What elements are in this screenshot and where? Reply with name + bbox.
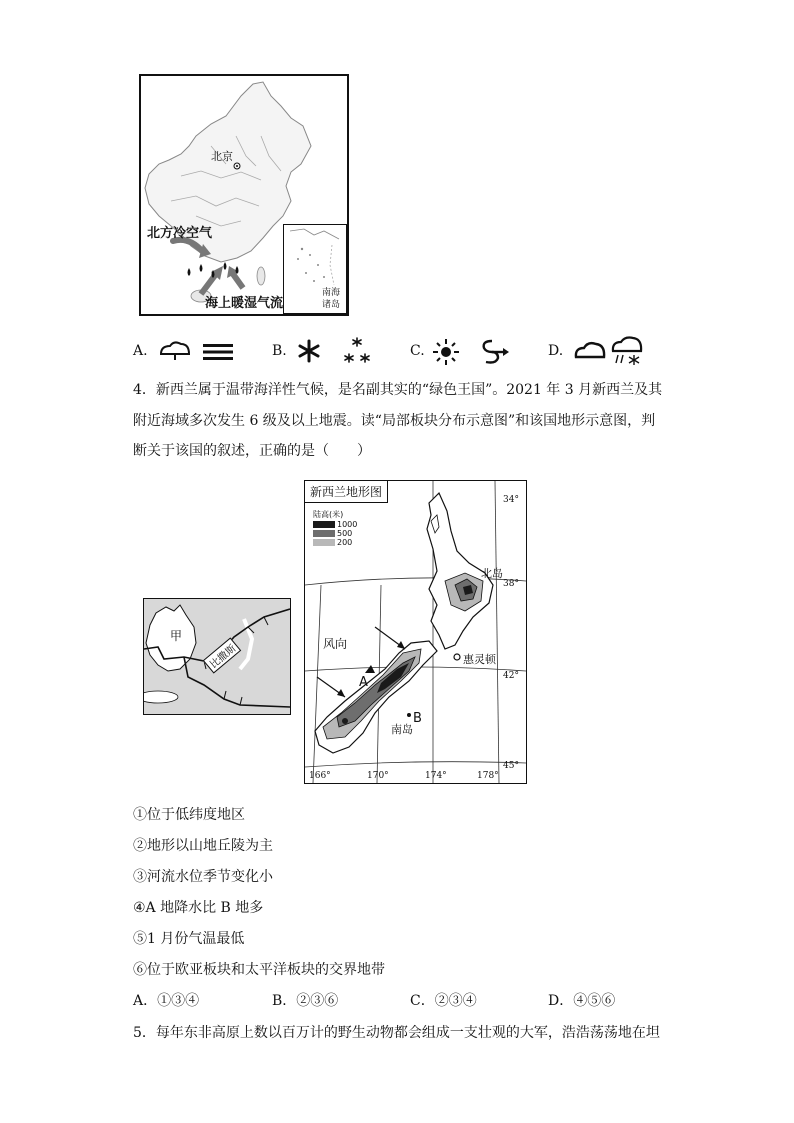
wind-label: 风向: [323, 637, 348, 651]
lat-34-label: 34°: [503, 495, 519, 505]
lon-170-label: 170°: [367, 771, 389, 781]
plate-label: 比撒斯: [203, 637, 242, 673]
legend-swatch: [313, 539, 335, 546]
point-b-label: B: [413, 711, 422, 726]
q4-option-a[interactable]: [133, 991, 199, 1011]
fog-icon: [202, 342, 234, 362]
q4-option-c[interactable]: [410, 991, 477, 1011]
lon-178-label: 178°: [477, 771, 499, 781]
statement-3: ③河流水位季节变化小: [133, 869, 273, 885]
option-letter: A.: [133, 343, 148, 359]
option-text: ②③④: [434, 993, 477, 1009]
plate-distribution-map: [143, 598, 291, 715]
legend-item: [313, 529, 357, 538]
overcast-icon: [573, 340, 607, 360]
lon-166-label: 166°: [309, 771, 331, 781]
q3-option-c[interactable]: [410, 341, 425, 361]
light-snow-icon: [342, 336, 372, 366]
lat-42-label: 42°: [503, 671, 519, 681]
q4-stem-line1: 4．新西兰属于温带海洋性气候，是名副其实的“绿色王国”。2021 年 3 月新西兰及其: [133, 382, 663, 398]
q4-option-d[interactable]: [548, 991, 615, 1011]
statement-6: ⑥位于欧亚板块和太平洋板块的交界地带: [133, 962, 385, 978]
elevation-legend: [313, 509, 357, 547]
cold-air-label: 北方冷空气: [147, 226, 213, 241]
new-zealand-terrain-map: [304, 480, 527, 784]
label-jia: 甲: [170, 629, 183, 643]
south-island: [315, 641, 437, 753]
legend-label: 200: [337, 538, 353, 547]
option-letter: A．: [133, 993, 158, 1009]
legend-swatch: [313, 521, 335, 528]
statement-2: ②地形以山地丘陵为主: [133, 838, 273, 854]
legend-label: 1000: [337, 520, 358, 529]
south-sea-label-2: 诸岛: [322, 300, 341, 310]
cloudy-icon: [158, 340, 192, 362]
option-letter: D.: [548, 343, 564, 359]
option-letter: C．: [410, 993, 435, 1009]
statement-1: ①位于低纬度地区: [133, 807, 245, 823]
legend-item: [313, 520, 357, 529]
option-letter: C.: [410, 343, 425, 359]
q3-option-b[interactable]: [272, 341, 287, 361]
legend-label: 500: [337, 529, 353, 538]
lon-174-label: 174°: [425, 771, 447, 781]
option-letter: D．: [548, 993, 574, 1009]
north-island-label: 北岛: [481, 567, 503, 580]
option-text: ④⑤⑥: [573, 993, 616, 1009]
q4-stem-line3: 断关于该国的叙述，正确的是（ ）: [133, 443, 371, 459]
lat-45-label: 45°: [503, 761, 519, 771]
option-text: ①③④: [157, 993, 200, 1009]
warm-air-label: 海上暖湿气流: [205, 296, 284, 311]
q5-stem-line1: 5．每年东非高原上数以百万计的野生动物都会组成一支壮观的大军，浩浩荡荡地在坦: [133, 1025, 660, 1041]
legend-item: [313, 538, 357, 547]
wind-icon: [478, 338, 510, 366]
point-a-label: A: [359, 675, 368, 690]
sunny-icon: [432, 338, 460, 366]
b-marker: [407, 713, 411, 717]
lat-38-label: 38°: [503, 579, 519, 589]
south-sea-label-1: 南海: [322, 288, 341, 298]
q4-option-b[interactable]: [272, 991, 338, 1011]
statement-4: ④A 地降水比 B 地多: [133, 900, 264, 916]
south-sea-inset: [283, 224, 347, 314]
heavy-snow-icon: [296, 338, 322, 364]
option-letter: B.: [272, 343, 287, 359]
legend-title: 陆高(米): [313, 510, 344, 519]
q3-option-d[interactable]: [548, 341, 563, 361]
sleet-icon: [610, 336, 644, 366]
wellington-marker: [454, 654, 460, 660]
south-island-label: 南岛: [391, 723, 413, 736]
beijing-label: 北京: [211, 150, 233, 163]
option-text: ②③⑥: [296, 993, 339, 1009]
legend-swatch: [313, 530, 335, 537]
option-letter: B．: [272, 993, 297, 1009]
china-weather-map: [139, 74, 349, 316]
q4-stem-line2: 附近海域多次发生 6 级及以上地震。读“局部板块分布示意图”和该国地形示意图，判: [133, 413, 656, 429]
q3-option-a[interactable]: [133, 341, 148, 361]
statement-5: ⑤1 月份气温最低: [133, 931, 245, 947]
map-title: 新西兰地形图: [305, 481, 388, 503]
wellington-label: 惠灵顿: [463, 653, 496, 666]
